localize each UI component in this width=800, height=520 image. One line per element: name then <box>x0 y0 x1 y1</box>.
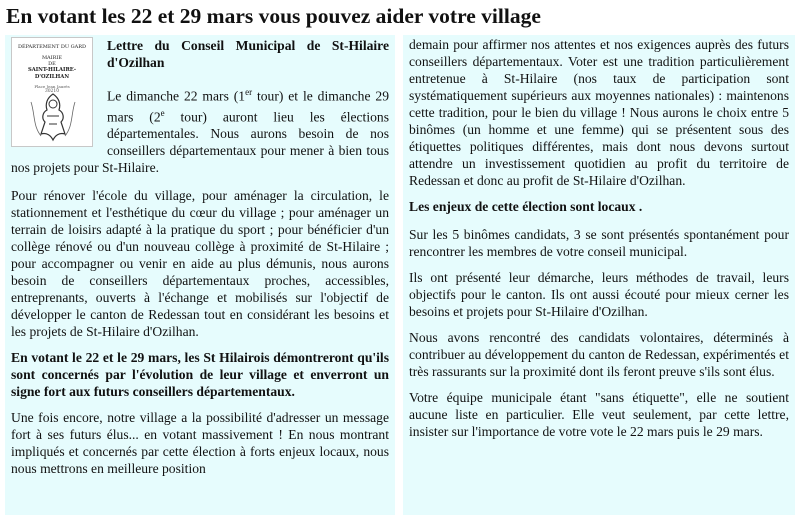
neutrality-paragraph: Votre équipe municipale étant "sans étiquette", elle ne soutient aucune liste en particulier. Elle veut seulement, par cette lettre, insister sur l'importance de votre vote le 22 mars puis le 29 mars. <box>409 390 789 439</box>
message-paragraph: Une fois encore, notre village a la possibilité d'adresser un message fort à ses futurs élus... en votant massivement ! En nous montrant impliqués et concernés par cette élection à forts enjeux locaux, nous nous mettrons en meilleure position <box>11 410 389 477</box>
intro-sup1: er <box>245 87 253 97</box>
intro-part2: tour) et le dimanche 29 mars (2 <box>107 88 389 125</box>
intro-part3: tour) auront lieu les élections départementales. Nous aurons besoin de nos conseillers départementaux pour mener à bien tous nos projets pour St-Hilaire. <box>11 109 389 176</box>
left-column <box>5 35 395 515</box>
vote-emphasis-paragraph: En votant le 22 et le 29 mars, les St Hilairois démontreront qu'ils sont concernés par l'évolution de leur village et enverront un signe fort aux futurs conseillers départementaux. <box>11 350 389 400</box>
emblem-town: SAINT-HILAIRE-D'OZILHAN <box>27 67 77 80</box>
candidates-paragraph: Sur les 5 binômes candidats, 3 se sont présentés spontanément pour rencontrer les membres de votre conseil municipal. <box>409 227 789 259</box>
emblem-mairie: MAIRIE <box>41 55 63 61</box>
emblem-department: DÉPARTEMENT DU GARD <box>17 44 87 50</box>
approach-paragraph: Ils ont présenté leur démarche, leurs méthodes de travail, leurs objectifs pour le canton. Ils ont aussi écouté pour mieux cerner les besoins et projets pour St-Hilaire d'Ozilhan. <box>409 270 789 319</box>
continuation-paragraph: demain pour affirmer nos attentes et nos exigences auprès des futurs conseillers départementaux. Voter est une tradition particulièrement entretenue à St-Hilaire (nos taux de participation sont systématiquement supérieurs aux moyennes nationales) : maintenons cette tradition, pour le bien du village ! Nous aurons le choix entre 5 binômes (un homme et une femme) qui se présentent sous des étiquettes politiques différentes, mais dont nous devons surtout attendre un investissement quotidien au profit du territoire de Redessan et donc au profit de St-Hilaire d'Ozilhan. <box>409 37 789 188</box>
stakes-heading: Les enjeux de cette élection sont locaux . <box>409 199 643 214</box>
emblem-de: DE <box>48 61 56 67</box>
intro-sup2: e <box>160 107 165 118</box>
right-column <box>403 35 795 515</box>
emblem-postcode: 30210 <box>44 89 60 94</box>
letter-heading: Lettre du Conseil Municipal de St-Hilaire d'Ozilhan <box>107 38 389 70</box>
intro-part1: Le dimanche 22 mars (1 <box>107 88 246 104</box>
projects-paragraph: Pour rénover l'école du village, pour aménager la circulation, le stationnement et l'esthétique du cœur du village ; pour aménager un terrain de loisirs adapté à la pratique du sport ; pour bénéficier d'un collège rénové ou d'un nouveau collège à proximité de St-Hilaire ; pour accompagner ou venir en aide au plus démunis, nous aurons besoin de conseillers départementaux proches, accessibles, entreprenants, ouverts à l'échange et mobilisés sur l'objectif de développer le canton de Redessan tout en considérant les besoins et les projets de St-Hilaire d'Ozilhan. <box>11 188 389 340</box>
municipal-emblem <box>11 37 93 147</box>
emblem-address: Place Jean Jaurès <box>34 84 70 89</box>
page-title: En votant les 22 et 29 mars vous pouvez aider votre village <box>6 4 541 28</box>
volunteers-paragraph: Nous avons rencontré des candidats volontaires, déterminés à contribuer au développement du canton de Redessan, expérimentés et très rassurants sur la proximité dont ils feront preuve s'ils sont élus. <box>409 330 789 379</box>
coat-of-arms-icon <box>25 90 81 144</box>
